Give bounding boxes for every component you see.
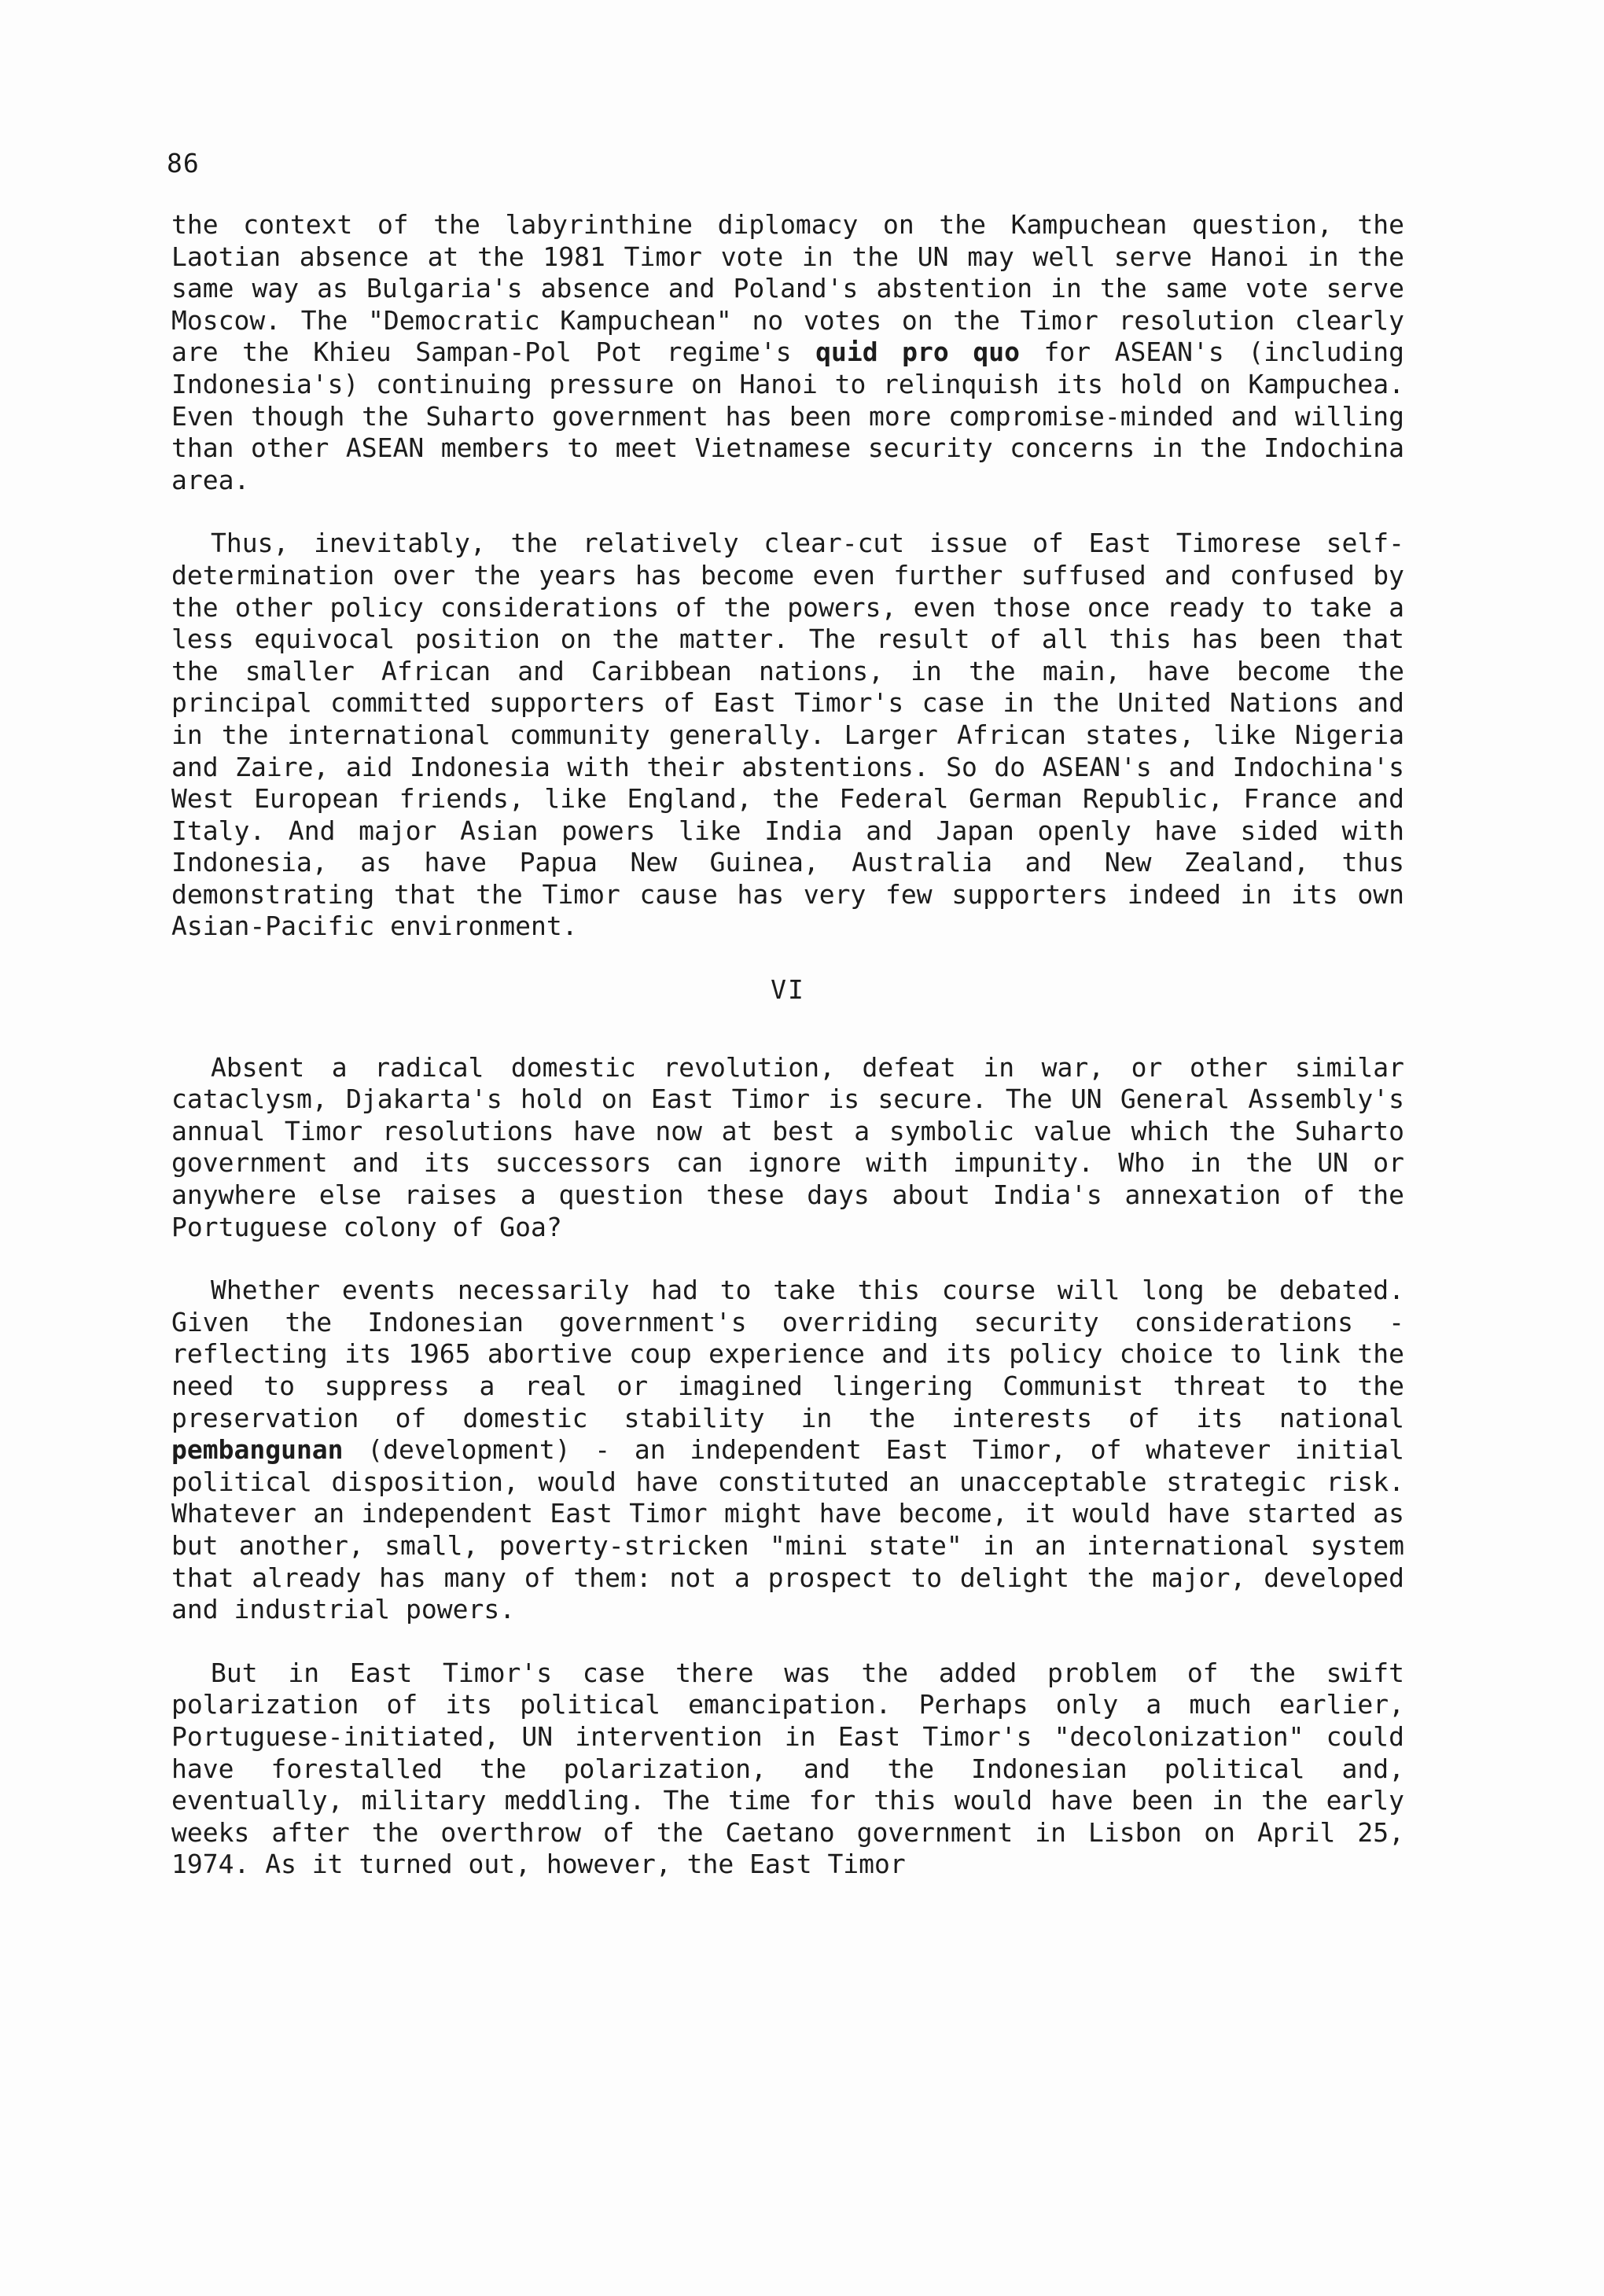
section-heading: VI (771, 974, 805, 1006)
paragraph-1 (171, 209, 1404, 496)
paragraph-text: Thus, inevitably, the relatively clear-cut issue of East Timorese self-determination over the years has become even further suffused and confused by the other policy considerations of the powers, even those once ready to take a less equivocal position on the matter. The result of all this has been that the smaller African and Caribbean nations, in the main, have become the principal committed supporters of East Timor's case in the United Nations and in the international community generally. Larger African states, like Nigeria and Zaire, aid Indonesia with their abstentions. So do ASEAN's and Indochina's West European friends, like England, the Federal German Republic, France and Italy. And major Asian powers like India and Japan openly have sided with Indonesia, as have Papua New Guinea, Australia and New Zealand, thus demonstrating that the Timor cause has very few supporters indeed in its own Asian-Pacific environment. (171, 528, 1404, 942)
paragraph-2 (171, 528, 1404, 943)
paragraph-3 (171, 1052, 1404, 1244)
emphasis-text: pembangunan (171, 1434, 344, 1466)
paragraph-text: for ASEAN's (including Indonesia's) continuing pressure on Hanoi to relinquish its hold on Kampuchea. Even though the Suharto government has been more compromise-minded and willing than other ASEAN members to meet Vietnamese security concerns in the Indochina area. (171, 337, 1404, 495)
emphasis-text: quid pro quo (815, 337, 1020, 368)
paragraph-5 (171, 1658, 1404, 1881)
page-number: 86 (167, 148, 200, 178)
paragraph-4 (171, 1275, 1404, 1626)
paragraph-text: the context of the labyrinthine diplomacy on the Kampuchean question, the Laotian absence at the 1981 Timor vote in the UN may well serve Hanoi in the same way as Bulgaria's absence and Poland's abstention in the same vote serve Moscow. The "Democratic Kampuchean" no votes on the Timor resolution clearly are the Khieu Sampan-Pol Pot regime's (171, 209, 1404, 368)
paragraph-text: (development) - an independent East Timor, of whatever initial political disposition, would have constituted an unacceptable strategic risk. Whatever an independent East Timor might have become, it would have started as but another, small, poverty-stricken "mini state" in an international system that already has many of them: not a prospect to delight the major, developed and industrial powers. (171, 1434, 1404, 1625)
paragraph-text: Absent a radical domestic revolution, defeat in war, or other similar cataclysm, Djakarta's hold on East Timor is secure. The UN General Assembly's annual Timor resolutions have now at best a symbolic value which the Suharto government and its successors can ignore with impunity. Who in the UN or anywhere else raises a question these days about India's annexation of the Portuguese colony of Goa? (171, 1051, 1404, 1242)
paragraph-text: But in East Timor's case there was the added problem of the swift polarization of its political emancipation. Perhaps only a much earlier, Portuguese-initiated, UN intervention in East Timor's "decolonization" could have forestalled the polarization, and the Indonesian political and, eventually, military meddling. The time for this would have been in the early weeks after the overthrow of the Caetano government in Lisbon on April 25, 1974. As it turned out, however, the East Timor (171, 1657, 1404, 1880)
body-text (171, 209, 1404, 1912)
paragraph-text: Whether events necessarily had to take this course will long be debated. Given the Indonesian government's overriding security considerations - reflecting its 1965 abortive coup experience and its policy choice to link the need to suppress a real or imagined lingering Communist threat to the preservation of domestic stability in the interests of its national (171, 1275, 1404, 1433)
